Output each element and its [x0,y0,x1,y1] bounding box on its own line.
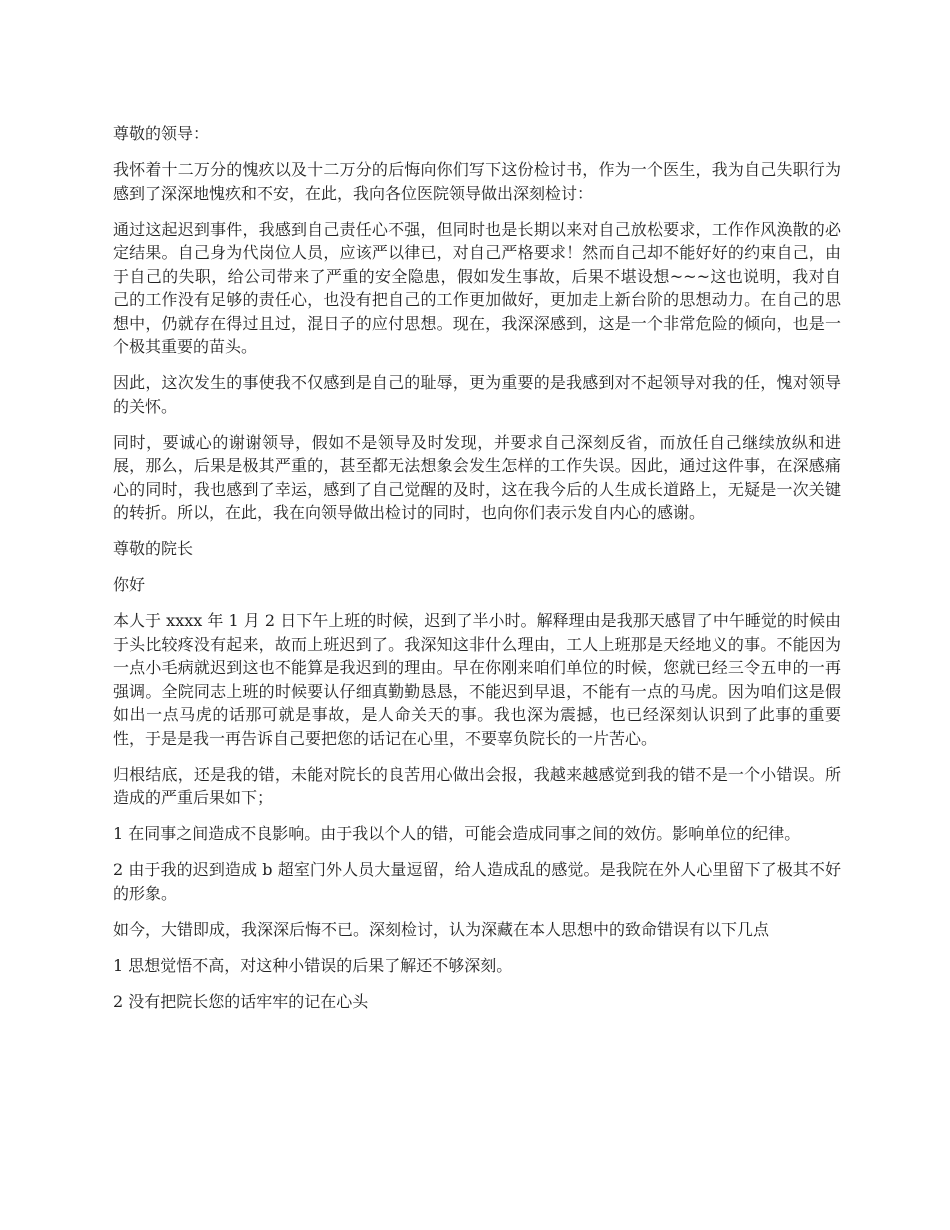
paragraph-shame: 因此，这次发生的事使我不仅感到是自己的耻辱，更为重要的是我感到对不起领导对我的任，愧对领导的关怀。 [113,373,841,416]
salutation-dean: 尊敬的院长 [113,539,194,558]
paragraph-regret: 如今，大错即成，我深深后悔不已。深刻检讨，认为深藏在本人思想中的致命错误有以下几点 [113,919,770,939]
list-item-error-2: 2 没有把院长您的话牢牢的记在心头 [113,991,369,1011]
paragraph-incident: 本人于 xxxx 年 1 月 2 日下午上班的时候，迟到了半小时。解释理由是我那天感冒了中午睡觉的时候由于头比较疼没有起来，故而上班迟到了。我深知这非什么理由，工人上班那是天经地义的事。不能因为一点小毛病就迟到这也不能算是我迟到的理由。早在你刚来咱们单位的时候，您就已经三令五申的一再强调。全院同志上班的时候要认仔细真勤勤恳恳，不能迟到早退，不能有一点的马虎。因为咱们这是假如出一点马虎的话那可就是事故，是人命关天的事。我也深为震撼，也已经深刻认识到了此事的重要性，于是是我一再告诉自己要把您的话记在心里，不要辜负院长的一片苦心。 [113,611,841,748]
paragraph-thanks: 同时，要诚心的谢谢领导，假如不是领导及时发现，并要求自己深刻反省，而放任自己继续放纵和进展，那么，后果是极其严重的，甚至都无法想象会发生怎样的工作失误。因此，通过这件事，在深感痛心的同时，我也感到了幸运，感到了自己觉醒的及时，这在我今后的人生成长道路上，无疑是一次关键的转折。所以，在此，我在向领导做出检讨的同时，也向你们表示发自内心的感谢。 [113,432,841,522]
list-item-consequence-2: 2 由于我的迟到造成 b 超室门外人员大量逗留，给人造成乱的感觉。是我院在外人心里留下了极其不好的形象。 [113,860,841,903]
salutation-leaders: 尊敬的领导： [113,124,210,143]
document-page [113,122,841,1026]
list-item-error-1: 1 思想觉悟不高，对这种小错误的后果了解还不够深刻。 [113,955,513,975]
paragraph-intro: 我怀着十二万分的愧疚以及十二万分的后悔向你们写下这份检讨书，作为一个医生，我为自己失职行为感到了深深地愧疚和不安，在此，我向各位医院领导做出深刻检讨： [113,160,841,203]
paragraph-reflection: 通过这起迟到事件，我感到自己责任心不强，但同时也是长期以来对自己放松要求，工作作风涣散的必定结果。自己身为代岗位人员，应该严以律已，对自己严格要求！然而自己却不能好好的约束自己，由于自己的失职，给公司带来了严重的安全隐患，假如发生事故，后果不堪设想~~~这也说明，我对自己的工作没有足够的责任心，也没有把自己的工作更加做好，更加走上新台阶的思想动力。在自己的思想中，仍就存在得过且过，混日子的应付思想。现在，我深深感到，这是一个非常危险的倾向，也是一个极其重要的苗头。 [113,219,841,356]
paragraph-consequences-intro: 归根结底，还是我的错，未能对院长的良苦用心做出会报，我越来越感觉到我的错不是一个小错误。所造成的严重后果如下； [113,764,841,807]
greeting: 你好 [113,575,146,594]
list-item-consequence-1: 1 在同事之间造成不良影响。由于我以个人的错，可能会造成同事之间的效仿。影响单位的纪律。 [113,824,801,843]
